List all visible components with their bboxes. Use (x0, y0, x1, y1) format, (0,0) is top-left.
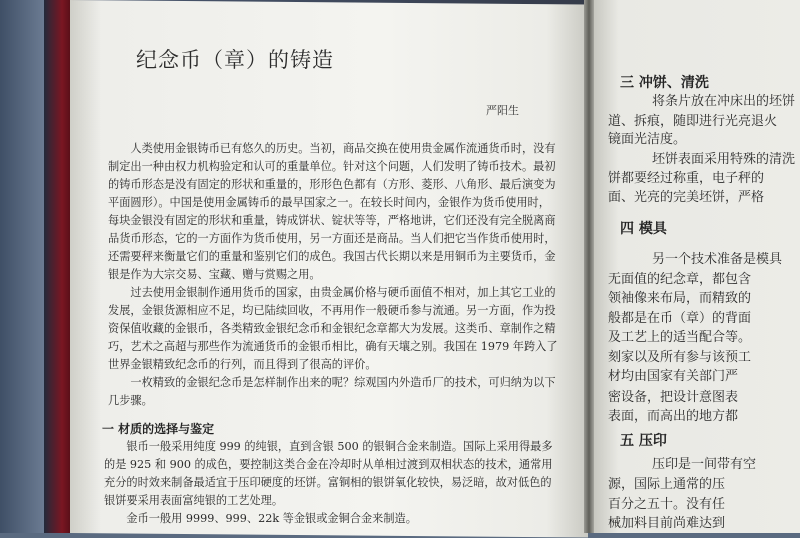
right-page-line: 械加料目前尚难达到 (608, 516, 726, 531)
right-page-line: 道、拆痕，随即进行光亮退火 (608, 114, 778, 129)
right-page-heading: 三 冲饼、清洗 (620, 75, 709, 91)
right-page-line: 领袖像来布局，而精致的 (608, 291, 752, 306)
right-page-heading: 五 压印 (620, 433, 667, 449)
right-page-line: 刻家以及所有参与该预工 (608, 350, 752, 365)
right-page-line: 及工艺上的适当配合等。 (608, 330, 752, 345)
right-page-line: 密设备，把设计意图表 (608, 390, 739, 405)
right-page (594, 0, 800, 533)
article-author: 严阳生 (486, 104, 519, 117)
paragraph: 银币一般采用纯度 999 的纯银，直到含银 500 的银铜合金来制造。国际上采用得最多的是 925 和 900 的成色，要控制这类合金在冷却时从单相过渡到双相状态的技术，通常用充分的时效来制备最适宜于压印硬度的坯饼。富铜相的银饼氧化较快，易泛暗，故对低色的银饼要采用表面富纯银的工艺处理。 (104, 440, 553, 507)
section-text (104, 438, 559, 528)
intro-text (108, 140, 558, 414)
paragraph: 过去使用金银制作通用货币的国家，由贵金属价格与硬币面值不相对，加上其它工业的发展，金银货源相应不足，均已陆续回收，不再用作一般硬币参与流通。另一方面，作为投资保值收藏的金银币，各类精致金银纪念币和金银纪念章都大为发展。这类币、章制作之精巧，艺术之高超与那些作为流通货币的金银币相比，确有天壤之别。我国在 1979 年跨入了世界金银精致纪念币的行列，而且得到了很高的评价。 (108, 286, 558, 371)
right-page-line: 另一个技术准备是模具 (652, 252, 783, 267)
right-page-line: 镜面光洁度。 (608, 132, 687, 147)
right-page-line: 材均由国家有关部门严 (608, 369, 739, 384)
book-gutter (584, 0, 594, 533)
paragraph: 金币一般用 9999、999、22k 等金银或金铜合金来制造。 (126, 512, 417, 525)
right-page-line: 坯饼表面采用特殊的清洗 (652, 152, 796, 167)
right-page-line: 百分之五十。没有任 (608, 497, 726, 512)
paragraph: 一枚精致的金银纪念币是怎样制作出来的呢？综观国内外造币厂的技术，可归纳为以下几步骤。 (108, 376, 556, 407)
right-page-line: 表面，而高出的地方都 (608, 409, 739, 424)
right-page-line: 般都是在币（章）的背面 (608, 311, 752, 326)
right-page-line: 面、光亮的完美坯饼，严格 (608, 190, 765, 205)
right-page-heading: 四 模具 (620, 221, 667, 237)
right-page-line: 源，国际上通常的压 (608, 477, 726, 492)
article-title: 纪念币（章）的铸造 (136, 48, 334, 72)
paragraph: 人类使用金银铸币已有悠久的历史。当初，商品交换在使用贵金属作流通货币时，没有制定出一种由权力机构验定和认可的重量单位。针对这个问题，人们发明了铸币技术。最初的铸币形态是没有固定的形状和重量的，形形色色都有（方形、菱形、八角形、最后演变为平面圆形）。中国是使用金属铸币的最早国家之一。在较长时间内，金银作为货币使用时，每块金银没有固定的形状和重量，铸成饼状、锭状等等，严格地讲，它们还没有完全脱离商品货币形态，它的一方面作为货币使用，另一方面还是商品。当人们把它当作货币使用时，还需要秤来衡量它们的重量和鉴别它们的成色。我国古代长期以来是用铜币为主要货币，金银是作为大宗交易、宝藏、赠与赏赐之用。 (108, 142, 556, 281)
right-page-line: 压印是一间带有空 (652, 457, 757, 472)
right-page-line: 无面值的纪念章，都包含 (608, 272, 752, 287)
right-page-line: 将条片放在冲床出的坯饼 (652, 94, 796, 109)
section-heading: 一 材质的选择与鉴定 (102, 422, 215, 436)
right-page-line: 饼都要经过称重，电子秤的 (608, 171, 765, 186)
